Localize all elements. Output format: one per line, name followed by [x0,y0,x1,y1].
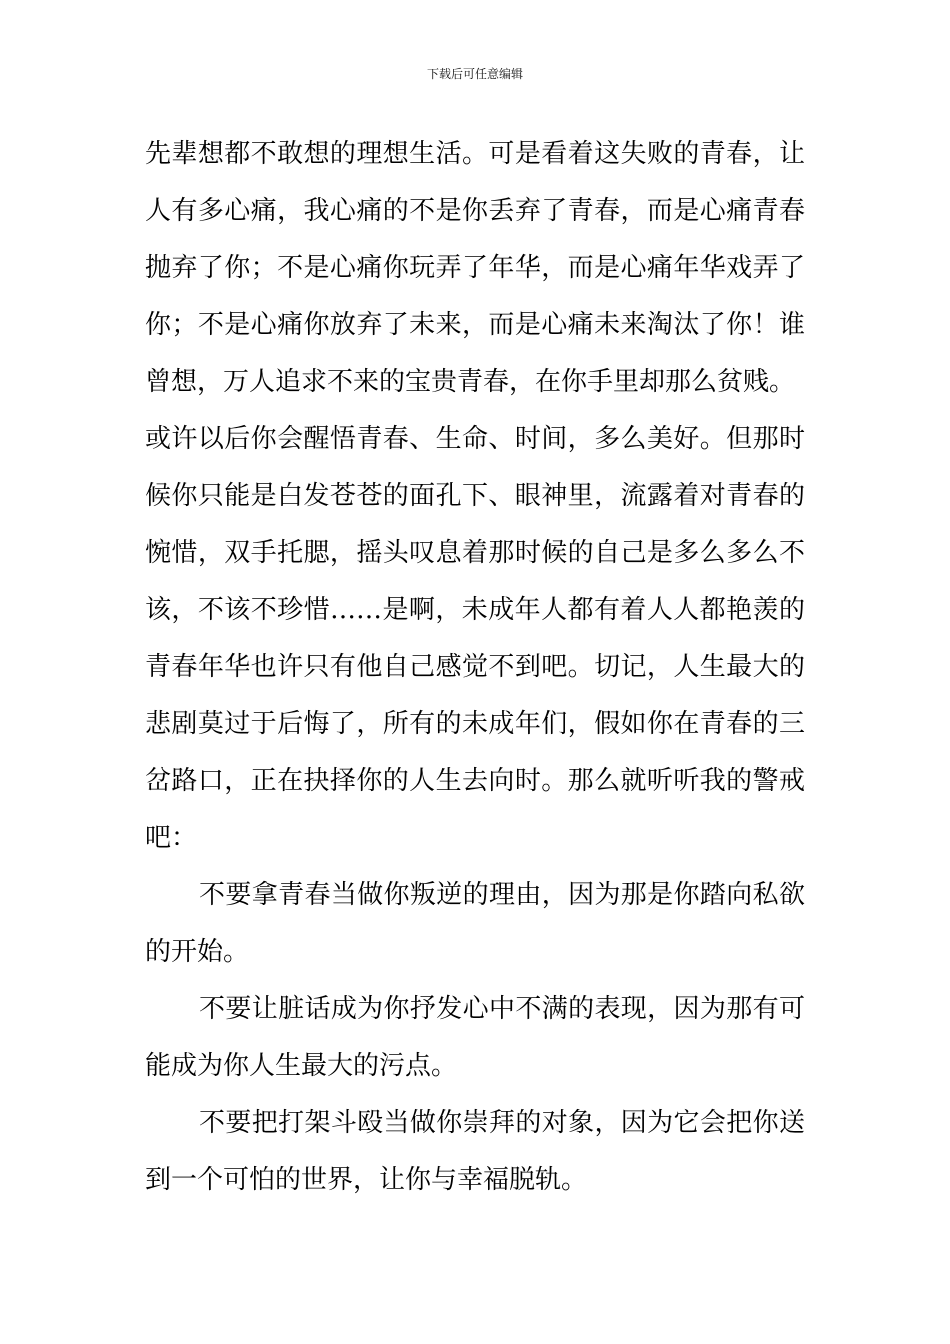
text-line: 候你只能是白发苍苍的面孔下、眼神里，流露着对青春的 [145,481,805,511]
text-line: 青春年华也许只有他自己感觉不到吧。切记，人生最大的 [145,652,805,682]
text-line: 先辈想都不敢想的理想生活。可是看着这失败的青春，让 [145,139,805,169]
text-line: 惋惜，双手托腮，摇头叹息着那时候的自己是多么多么不 [145,538,805,568]
text-line: 到一个可怕的世界，让你与幸福脱轨。 [145,1165,588,1195]
text-line: 不要拿青春当做你叛逆的理由，因为那是你踏向私欲 [199,880,805,910]
text-line: 悲剧莫过于后悔了，所有的未成年们，假如你在青春的三 [145,709,805,739]
page-header: 下载后可任意编辑 [426,67,523,81]
text-line: 曾想，万人追求不来的宝贵青春，在你手里却那么贫贱。 [145,367,796,397]
text-line: 吧： [145,823,198,853]
text-line: 或许以后你会醒悟青春、生命、时间，多么美好。但那时 [145,424,805,454]
text-line: 该，不该不珍惜……是啊，未成年人都有着人人都艳羡的 [145,595,805,625]
document-body [145,130,805,1213]
text-line: 不要让脏话成为你抒发心中不满的表现，因为那有可 [199,994,805,1024]
text-line: 岔路口，正在抉择你的人生去向时。那么就听听我的警戒 [145,766,805,796]
text-line: 的开始。 [145,937,250,967]
text-line: 不要把打架斗殴当做你崇拜的对象，因为它会把你送 [199,1108,805,1138]
text-line: 你；不是心痛你放弃了未来，而是心痛未来淘汰了你！谁 [145,310,805,340]
text-line: 能成为你人生最大的污点。 [145,1051,458,1081]
text-line: 抛弃了你；不是心痛你玩弄了年华，而是心痛年华戏弄了 [145,253,805,283]
text-line: 人有多心痛，我心痛的不是你丢弃了青春，而是心痛青春 [145,196,805,226]
